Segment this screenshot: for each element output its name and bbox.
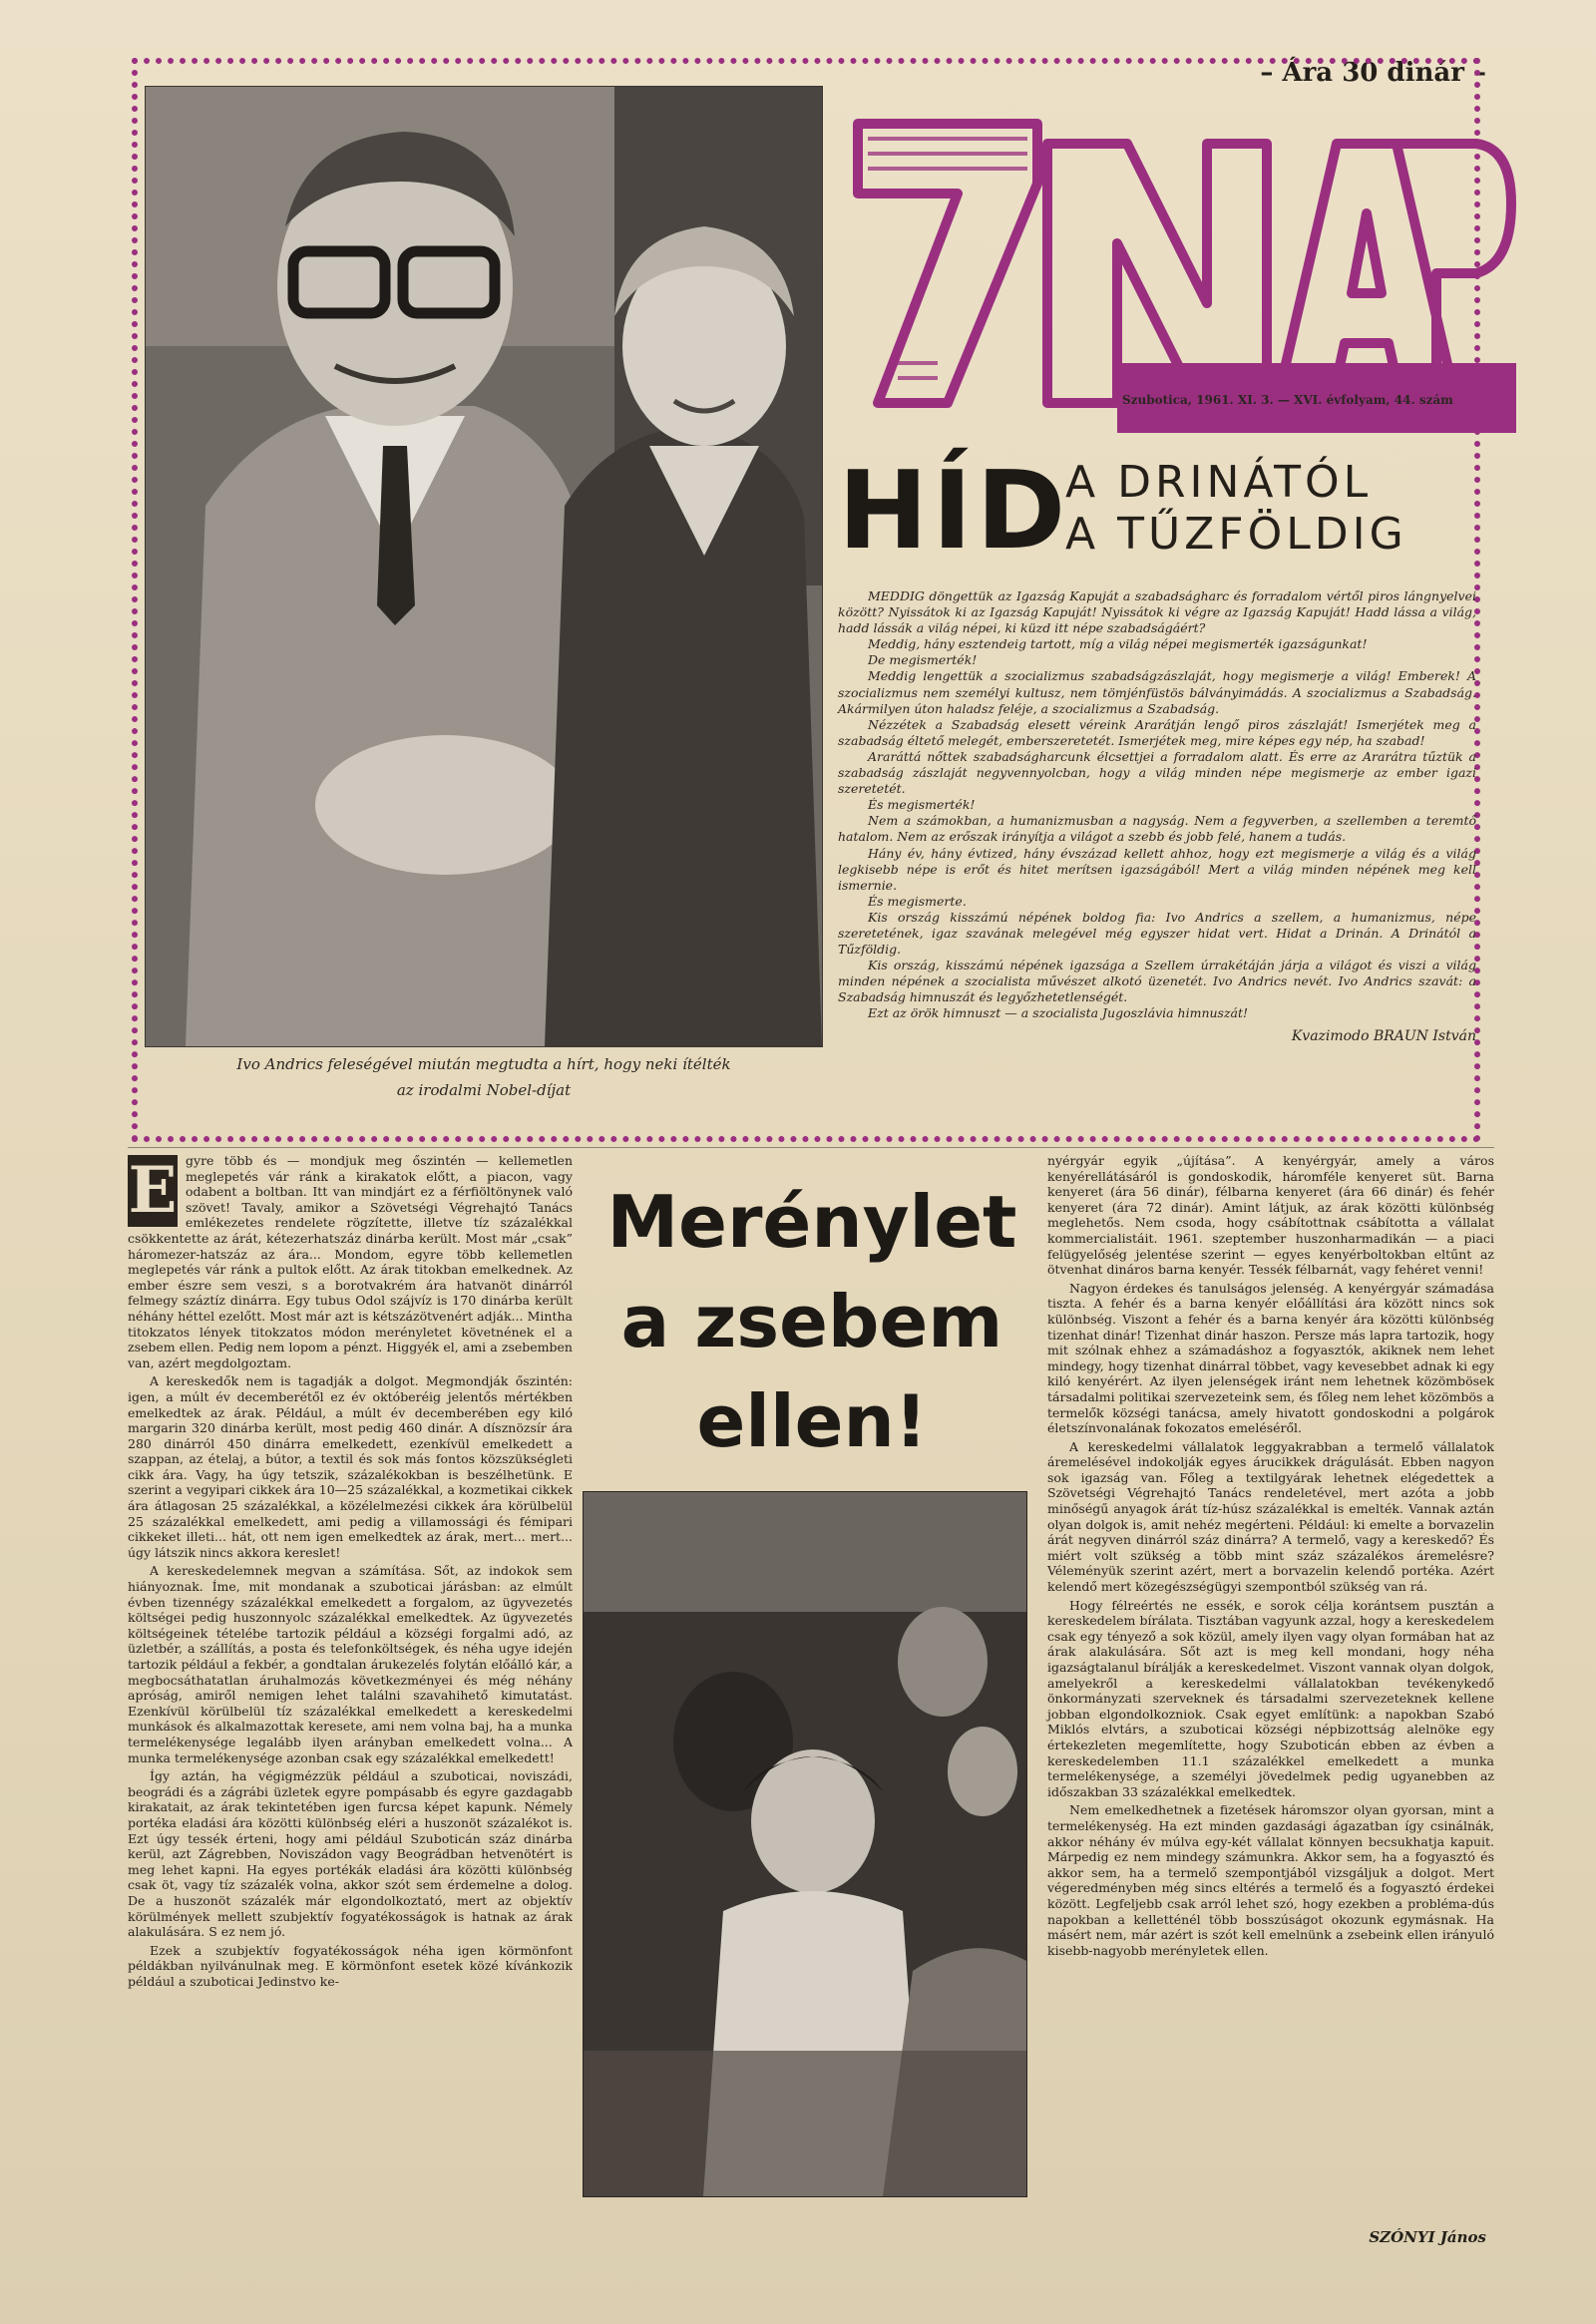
- zseb-left-column: [128, 1153, 573, 1992]
- zseb-paragraph: nyérgyár egyik „újítása”. A kenyérgyár, amely a város kenyérellátásáról is gondoskodik, háromféle kenyeret süt. Barna kenyeret (ára 56 dinár), félbarna kenyeret (ára 66 dinár) és fehér kenyeret (ára 72 dinár). Amint látjuk, az árak közötti különbség meglehetős. Nem csoda, hogy csábítottnak csábította a vállalat kommercialistáit. 1961. szeptember huszonharmadikán — a piaci felügyelőség jelentése szerint — egyes kenyérboltokban eltűnt az ötvenhat dináros barna kenyér. Tessék félbarnát, vagy fehéret venni!: [1047, 1153, 1494, 1278]
- zseb-paragraph: Nem emelkedhetnek a fizetések háromszor olyan gyorsan, mint a termelékenység. Ha ezt minden gazdasági ágazatban így csinálnák, akkor néhány év múlva egy-két vállalat könnyen becsukhatja kapuit. Márpedig ez nem mindegy számunkra. Akkor sem, ha a fogyasztó és akkor sem, ha a termelő szempontjából vizsgáljuk a dolgot. Mert végeredményben még sincs eltérés a termelő és a fogyasztó érdekei között. Legfeljebb csak arról lehet szó, hogy ezekben a probléma-dús napokban a kelletténél több bosszúságot okozunk egymásnak. Ha másért nem, már azért is szót kell emelnünk a zsebeink ellen irányuló kisebb-nagyobb merényletek ellen.: [1047, 1802, 1494, 1958]
- hid-paragraph: Kis ország kisszámú népének boldog fia: Ivo Andrics a szellem, a humanizmus, népe szeretetének, igaz szavának melegével még egyszer hidat vert. Hidat a Drinán. A Drinától a Tűzföldig.: [838, 909, 1476, 958]
- zseb-paragraph: A kereskedelemnek megvan a számítása. Sőt, az indokok sem hiányoznak. Íme, mit mondanak a szuboticai járásban: az elmúlt évben tizennégy százalékkal emelkedett a forgalom, az ügyvezetés költségei pedig huszonnyolc százalékkal emelkedtek. Az ügyvezetés költségeinek tételébe tartozik például a községi forgalmi adó, az üzletbér, a szállítás, a posta és telefonköltségek, és néha ugye idején tartozik például a fekbér, a gondtalan árukezelés folytán előálló kár, a megbocsáthatatlan áruhalmozás következményei és még néhány apróság, amiről nemigen lehet találni szavahihető kimutatást. Ezenkívül körülbelül tíz százalékkal emelkedett a kereskedelmi munkások és alkalmazottak keresete, ami nem volna baj, ha a munka termelékenysége legalább ilyen arányban emelkedett volna... A munka termelékenysége azonban csak egy százalékkal emelkedett!: [128, 1563, 573, 1765]
- hid-paragraph: Meddig, hány esztendeig tartott, míg a világ népei megismerték igazságunkat!: [868, 636, 1368, 652]
- price-label: – Ára 30 dinár –: [1260, 58, 1486, 88]
- zseb-paragraph: Ezek a szubjektív fogyatékosságok néha igen körmönfont példákban nyilvánulnak meg. E körmönfont esetek közé kívánkozik például a szuboticai Jedinstvo ke-: [128, 1942, 573, 1989]
- hid-paragraph: MEDDIG döngettük az Igazság Kapuját a szabadságharc és forradalom vértől piros lángnyelvei között? Nyissátok ki az Igazság Kapuját! Nyissátok ki végre az Igazság Kapuját! Hadd lássa a világ, hadd lássák a világ népei, ki küzd itt népe szabadságáért?: [838, 588, 1476, 636]
- zseb-paragraph: A kereskedelmi vállalatok leggyakrabban a termelő vállalatok áremelésével indokolják egyes árucikkek drágulását. Ebben nagyon sok igazság van. Főleg a textilgyárak lehetnek elégedettek a Szövetségi Végrehajtó Tanács rendeletével, mert azóta a jobb minőségű anyagok árát tíz-húsz százalékkal is emelték. Vannak aztán olyan dolgok is, amit nehéz megérteni. Például: ki emelte a borvazelin árát negyven dinárról száz dinárra? A termelő, vagy a kereskedő? És miért volt szükség a több mint száz százalékos áremelésre? Véleményük szerint azért, mert a borvazelin kelendő portéka. Azért kelendő mert közegészségügyi szempontból szükség van rá.: [1047, 1438, 1494, 1595]
- zseb-headline-line-3: ellen!: [696, 1379, 928, 1463]
- zseb-headline-line-2: a zsebem: [620, 1280, 1003, 1363]
- hid-signature: Kvazimodo BRAUN István: [1291, 1027, 1476, 1044]
- zseb-paragraph: Nagyon érdekes és tanulságos jelenség. A kenyérgyár számadása tiszta. A fehér és a barna kenyér előállítási ára között nincs sok különbség. Viszont a fehér és a barna kenyér ára közötti különbség tizenhat dinár! Tizenhat dinár haszon. Persze más lapra tartozik, hogy mit szólnak ehhez a számadáshoz a fogyasztók, akiknek nem lehet mindegy, hogy tizenhat dinárral többet, vagy kevesebbet adnak ki egy kiló kenyérért. Az ilyen jelenségek iránt nem lehetnek közömbösek társadalmi politikai szervezeteink sem, és főleg nem lehet közömbös a termelők községi tanácsa, amely hivatott gondoskodni a polgárok életszínvonalának fokozatos emeléséről.: [1047, 1280, 1494, 1436]
- masthead-logo: [838, 104, 1516, 443]
- photo-caption: [150, 1051, 818, 1103]
- shoppers-photo: [583, 1491, 1027, 2197]
- zseb-signature: SZÓNYI János: [1369, 2228, 1486, 2246]
- hid-paragraph: De megismerték!: [868, 652, 978, 668]
- hid-paragraph: Ezt az örök himnuszt — a szocialista Jugoszlávia himnuszát!: [868, 1005, 1249, 1021]
- hid-article-body: [838, 588, 1476, 1044]
- caption-line-1: Ivo Andrics feleségével miután megtudta a hírt, hogy neki ítélték: [236, 1055, 731, 1073]
- andric-photo: [145, 86, 823, 1047]
- zseb-paragraph: A kereskedők nem is tagadják a dolgot. Megmondják őszintén: igen, a múlt év decemberétől ez év októberéig jelentős mértékben emelkedtek az árak. Például, a múlt év decemberében egy kiló margarin 320 dinárba került, most pedig 460 dinár. A dísznözsír ára 280 dinárról 450 dinárra emelkedett, ezenkívül emelkedett a szappan, az ételaj, a bútor, a textil és sok más fontos közszükségleti cikk ára. Vagy, ha úgy tetszik, százalékokban is beszélhetünk. E szerint a vegyipari cikkek ára 10—25 százalékkal, a kozmetikai cikkek ára átlagosan 25 százalékkal, a közélelmezési cikkek ára körülbelül 25 százalékkal emelkedett, ami pedig a villamossági és fémipari cikkeket illeti... hát, ott nem igen emelkedtek az árak, mert... mert... úgy látszik nincs akkora kereslet!: [128, 1373, 573, 1560]
- hid-subhead-1: A DRINÁTÓL: [1065, 457, 1373, 508]
- zseb-paragraph: Így aztán, ha végigmézzük például a szuboticai, noviszádi, beográdi és a zágrábi üzletek egyre pompásabb és egyre gazdagabb kirakatait, az árak tekintetében igen furcsa képet kapunk. Némely portéka eladási ára közötti különbség eléri a huszonöt százalékot is. Ezt úgy tessék érteni, hogy ami például Szuboticán száz dinárba kerül, azt Zágrebben, Noviszádon vagy Beográdban hetvenötért is meg lehet kapni. Ha egyes portékák eladási ára közötti különbség csak öt, vagy tíz százalék volna, akkor szót sem érdemelne a dolog. De a huszonöt százalék már elgondolkoztató, mert az objektív körülmények mellett szubjektív fogyatékosságok is hatnak az árak alakulására. S ez nem jó.: [128, 1768, 573, 1940]
- hid-paragraph: Meddig lengettük a szocializmus szabadságzászlaját, hogy megismerje a világ! Emberek! A szocializmus nem személyi kultusz, nem tömjénfüstös bálványimádás. A szocializmus a Szabadság. Akármilyen úton haladsz feléje, a szocializmus a Szabadság.: [838, 668, 1476, 716]
- hid-paragraph: Nézzétek a Szabadság elesett véreink Ararátján lengő piros zászlaját! Ismerjétek meg a szabadság éltető melegét, emberszeretetét. Ismerjétek meg, mire képes egy nép, ha szabad!: [838, 716, 1476, 748]
- hid-paragraph: És megismerték!: [868, 797, 976, 813]
- zseb-headline: [589, 1172, 1035, 1471]
- zseb-paragraph: Hogy félreértés ne essék, e sorok célja korántsem pusztán a kereskedelem bírálata. Tisztában vagyunk azzal, hogy a kereskedelem csak egy tényező a sok közül, amely ilyen vagy olyan formában hat az árak alakulására. Sőt azt is meg kell mondani, hogy néha igazságtalanul bírálják a kereskedelmet. Viszont vannak olyan dolgok, amelyekről a kereskedelmi vállalatokban tevékenykedő önkormányzati szerveknek és társadalmi szervezeteknek kellene jobban elgondolkozniok. Csak egyet említünk: a napokban Szabó Miklós elvtárs, a szuboticai községi népbizottság alelnöke egy értekezleten megemlítette, hogy Szuboticán ebben az évben a kereskedelemben 11.1 százalékkel emelkedett a munka termelékenysége, a személyi jövedelmek pedig ugyanebben az időszakban 33 százalékkal emelkedtek.: [1047, 1597, 1494, 1799]
- hid-paragraph: Nem a számokban, a humanizmusban a nagyság. Nem a fegyverben, a szellemben a teremtő hatalom. Nem az erőszak irányítja a világot a szebb és jobb felé, hanem a tudás.: [838, 813, 1476, 845]
- caption-line-2: az irodalmi Nobel-díjat: [396, 1081, 572, 1099]
- zseb-paragraph: gyre több és — mondjuk meg őszintén — kellemetlen meglepetés vár ránk a kirakatok előtt, a piacon, vagy odabent a boltban. Itt van mindjárt ez a férfiöltönynek való szövet! Tavaly, amikor a Szövetségi Végrehajtó Tanács emlékezetes rendelete rögzítette, illetve tíz százalékkal csökkentette az árát, kétezerhatszáz dinárba került. Most már „csak” háromezer-hatszáz az ára... Mondom, egyre több kellemetlen meglepetés vár ránk a pultok előtt. Az árak titokban emelkednek. Az ember észre sem veszi, s a borotvakrém ára hatvanöt dinárról felmegy száztíz dinárra. Egy tubus Odol szájvíz is 170 dinárba került néhány héttel ezelőtt. Most már azt is kétszázötvenért adják... Mintha titokzatos lények titokzatos módon merényletet követnének el a zsebem ellen. Pedig nem lopom a pénzt. Higgyék el, ami a zsebemben van, azért megdolgoztam.: [128, 1153, 573, 1370]
- issue-line: Szubotica, 1961. XI. 3. — XVI. évfolyam, 44. szám: [1122, 393, 1453, 407]
- hid-paragraph: Hány év, hány évtized, hány évszázad kellett ahhoz, hogy ezt megismerje a világ és a világ legkisebb népe is erőt és hitet merítsen igazságából! Mert a világ minden népének meg kell ismernie.: [838, 845, 1476, 893]
- hid-paragraph: Araráttá nőttek szabadságharcunk élcsettjei a forradalom alatt. És erre az Ararátra tűztük a szabadság zászlaját negyvennyolcban, hogy a világ minden népe megismerje az ember igazi szeretetét.: [838, 748, 1476, 797]
- hid-headline: HÍD: [838, 449, 1070, 574]
- section-divider: [128, 1147, 1494, 1148]
- hid-paragraph: Kis ország, kisszámú népének igazsága a Szellem úrrakétáján járja a világot és viszi a világ minden népének a szocialista művészet alkotó üzenetét. Ivo Andrics nevét. Ivo Andrics szavát: a Szabadság himnuszát és legyőzhetetlenségét.: [838, 958, 1476, 1005]
- zseb-headline-line-1: Merénylet: [606, 1180, 1017, 1264]
- zseb-right-column: [1047, 1153, 1494, 1961]
- hid-paragraph: És megismerte.: [868, 893, 967, 909]
- drop-cap: E: [128, 1153, 178, 1228]
- hid-subhead-2: A TŰZFÖLDIG: [1065, 509, 1407, 560]
